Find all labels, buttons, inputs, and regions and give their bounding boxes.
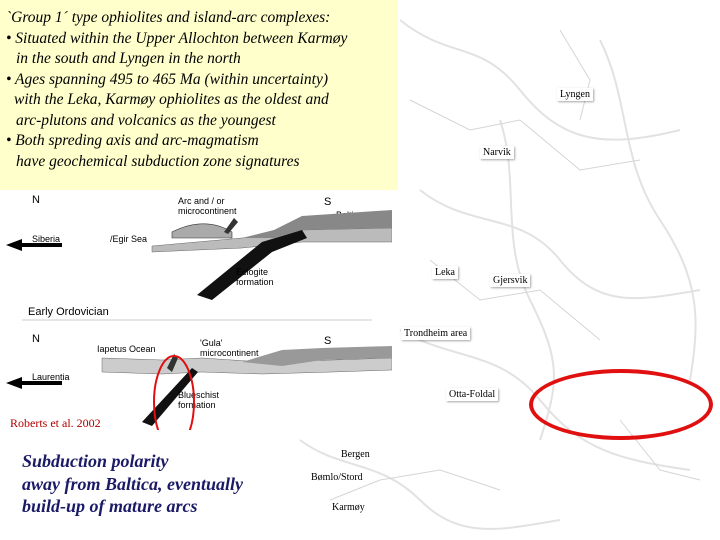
textbox-line-6: arc-plutons and volcanics as the youngest <box>16 111 276 129</box>
eclogite-label: Eclogite <box>236 267 269 277</box>
location-otta-foldal: Otta-Foldal <box>446 388 498 401</box>
top-north-label: N <box>32 194 40 206</box>
iapetus-label: Iapetus Ocean <box>97 344 156 354</box>
location-leka: Leka <box>432 266 458 279</box>
siberia-label: Siberia <box>32 234 61 244</box>
textbox-line-4: • Ages spanning 495 to 465 Ma (within uncertainty) <box>6 70 329 88</box>
textbox-line-1: `Group 1´ type ophiolites and island-arc complexes: <box>6 9 331 26</box>
gula-microcontinent-label: microcontinent <box>200 348 259 358</box>
aegir-sea-label: /Egir Sea <box>110 234 148 244</box>
textbox-line-7: • Both spreding axis and arc-magmatism <box>6 132 259 149</box>
location-karmoy: Karmøy <box>332 502 365 513</box>
arc-body <box>172 224 232 238</box>
summary-textbox <box>0 0 398 190</box>
subduction-figure <box>2 190 392 430</box>
bottom-south-label: S <box>324 335 332 347</box>
location-gjersvik: Gjersvik <box>490 274 530 287</box>
location-lyngen: Lyngen <box>557 88 593 101</box>
figure-credit: Roberts et al. 2002 <box>10 416 101 430</box>
location-narvik: Narvik <box>480 146 514 159</box>
textbox-line-8: have geochemical subduction zone signatures <box>16 152 300 170</box>
location-bergen: Bergen <box>341 449 370 460</box>
caption-line-1: Subduction polarity <box>22 451 169 471</box>
textbox-line-5: with the Leka, Karmøy ophiolites as the oldest and <box>14 91 329 108</box>
caption-line-2: away from Baltica, eventually <box>22 473 243 494</box>
region-highlight-ellipse <box>529 369 713 440</box>
textbox-line-3: in the south and Lyngen in the north <box>16 50 241 67</box>
caption-line-3: build-up of mature arcs <box>22 496 198 516</box>
textbox-line-2: • Situated within the Upper Allochton between Karmøy <box>6 29 348 47</box>
period-label: Early Ordovician <box>28 306 109 318</box>
location-bomlo-stord: Bømlo/Stord <box>311 472 363 483</box>
bottom-north-label: N <box>32 333 40 345</box>
blueschist-formation-label: formation <box>178 400 216 410</box>
eclogite-formation-label: formation <box>236 277 274 287</box>
caption <box>22 450 292 518</box>
top-south-label: S <box>324 196 332 208</box>
gula-label: 'Gula' <box>200 338 223 348</box>
laurentia-label: Laurentia <box>32 372 70 382</box>
arc-label: Arc and / or <box>178 196 225 206</box>
location-trondheim: Trondheim area <box>401 327 470 340</box>
blueschist-label: Blueschist <box>178 390 220 400</box>
bottom-plate <box>102 358 392 374</box>
microcontinent-label: microcontinent <box>178 206 237 216</box>
